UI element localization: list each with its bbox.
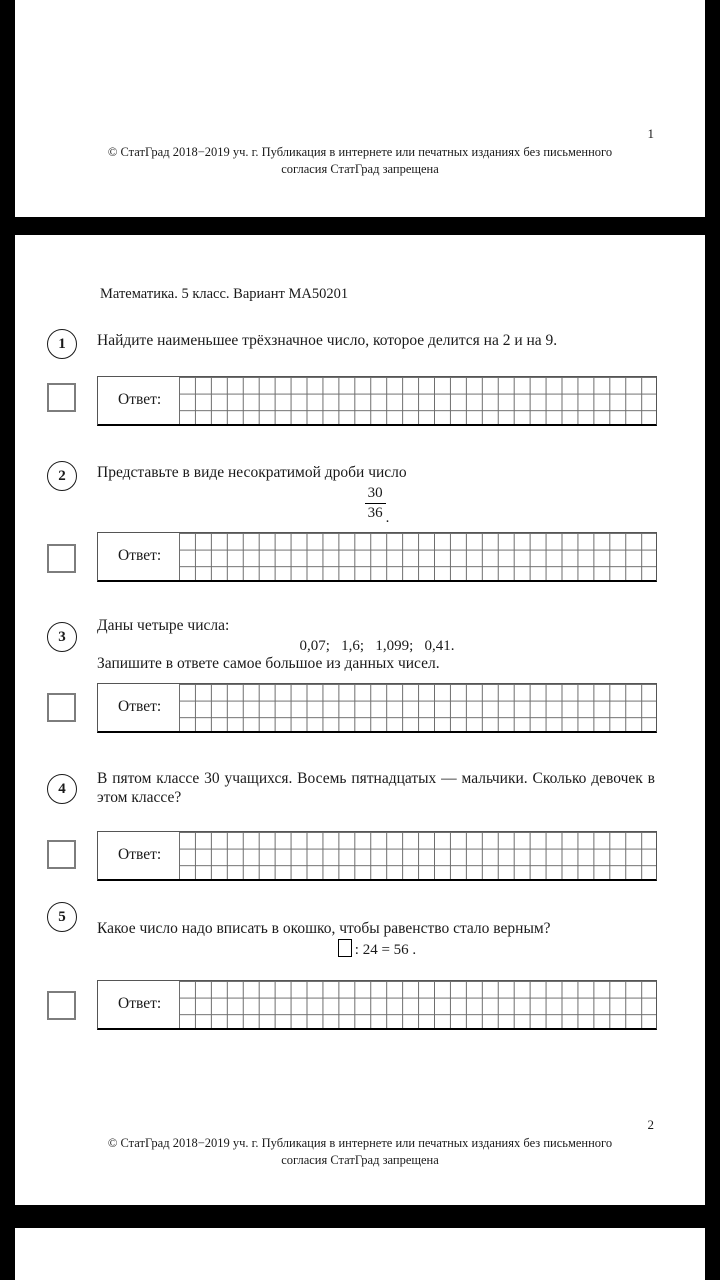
problem-1-answer-grid xyxy=(179,377,656,424)
page-1-footer xyxy=(15,144,705,178)
problem-2-answer-grid xyxy=(179,533,656,580)
problem-5-equation xyxy=(97,939,657,959)
page-3 xyxy=(15,1228,705,1280)
problem-2-answer-box xyxy=(97,532,657,582)
problem-5-answer-grid xyxy=(179,981,656,1028)
problem-5-number: 5 xyxy=(47,902,77,932)
page-2-footer xyxy=(15,1135,705,1169)
fraction xyxy=(365,484,386,523)
problem-1-score-box xyxy=(47,383,76,412)
answer-label: Ответ: xyxy=(118,391,162,408)
answer-label: Ответ: xyxy=(118,995,162,1012)
problem-1-text: Найдите наименьшее трёхзначное число, которое делится на 2 и на 9. xyxy=(97,332,558,349)
problem-5-text: Какое число надо вписать в окошко, чтобы равенство стало верным? xyxy=(97,920,551,937)
empty-window-box xyxy=(338,939,352,957)
problem-2-score-box xyxy=(47,544,76,573)
problem-4-score-box xyxy=(47,840,76,869)
problem-5-answer-box xyxy=(97,980,657,1030)
footer-line-2: согласия СтатГрад запрещена xyxy=(281,1153,439,1167)
footer-line-1: © СтатГрад 2018−2019 уч. г. Публикация в интернете или печатных изданиях без письменного xyxy=(107,145,613,159)
problem-1-number: 1 xyxy=(47,329,77,359)
problem-3-text: Даны четыре числа: xyxy=(97,617,230,634)
answer-label: Ответ: xyxy=(118,846,162,863)
problem-2-fraction xyxy=(97,484,657,527)
equation-text: : 24 = 56 . xyxy=(354,942,417,958)
problem-3-text2: Запишите в ответе самое большое из данных чисел. xyxy=(97,655,440,672)
worksheet-title: Математика. 5 класс. Вариант МА50201 xyxy=(100,286,349,302)
problem-5-score-box xyxy=(47,991,76,1020)
problem-4-answer-grid xyxy=(179,832,656,879)
problem-3-answer-grid xyxy=(179,684,656,731)
page-2 xyxy=(15,235,705,1205)
fraction-denominator: 36 xyxy=(367,505,383,521)
answer-label: Ответ: xyxy=(118,698,162,715)
problem-4-number: 4 xyxy=(47,774,77,804)
problem-2-text: Представьте в виде несократимой дроби число xyxy=(97,464,407,481)
problem-4-answer-box xyxy=(97,831,657,881)
footer-line-2: согласия СтатГрад запрещена xyxy=(281,162,439,176)
fraction-period: . xyxy=(385,509,390,526)
problem-1-answer-box xyxy=(97,376,657,426)
problem-3-score-box xyxy=(47,693,76,722)
answer-label: Ответ: xyxy=(118,547,162,564)
fraction-numerator: 30 xyxy=(365,484,386,504)
problem-3-numbers: 0,07; 1,6; 1,099; 0,41. xyxy=(299,638,455,654)
problem-2-number: 2 xyxy=(47,461,77,491)
footer-line-1: © СтатГрад 2018−2019 уч. г. Публикация в интернете или печатных изданиях без письменного xyxy=(107,1136,613,1150)
problem-3-number: 3 xyxy=(47,622,77,652)
page-2-number: 2 xyxy=(647,1117,654,1132)
problem-3-answer-box xyxy=(97,683,657,733)
page-1 xyxy=(15,0,705,217)
problem-4-text: В пятом классе 30 учащихся. Восемь пятнадцатых — мальчики. Сколько девочек в этом классе? xyxy=(97,770,655,806)
page-1-number: 1 xyxy=(647,126,654,141)
